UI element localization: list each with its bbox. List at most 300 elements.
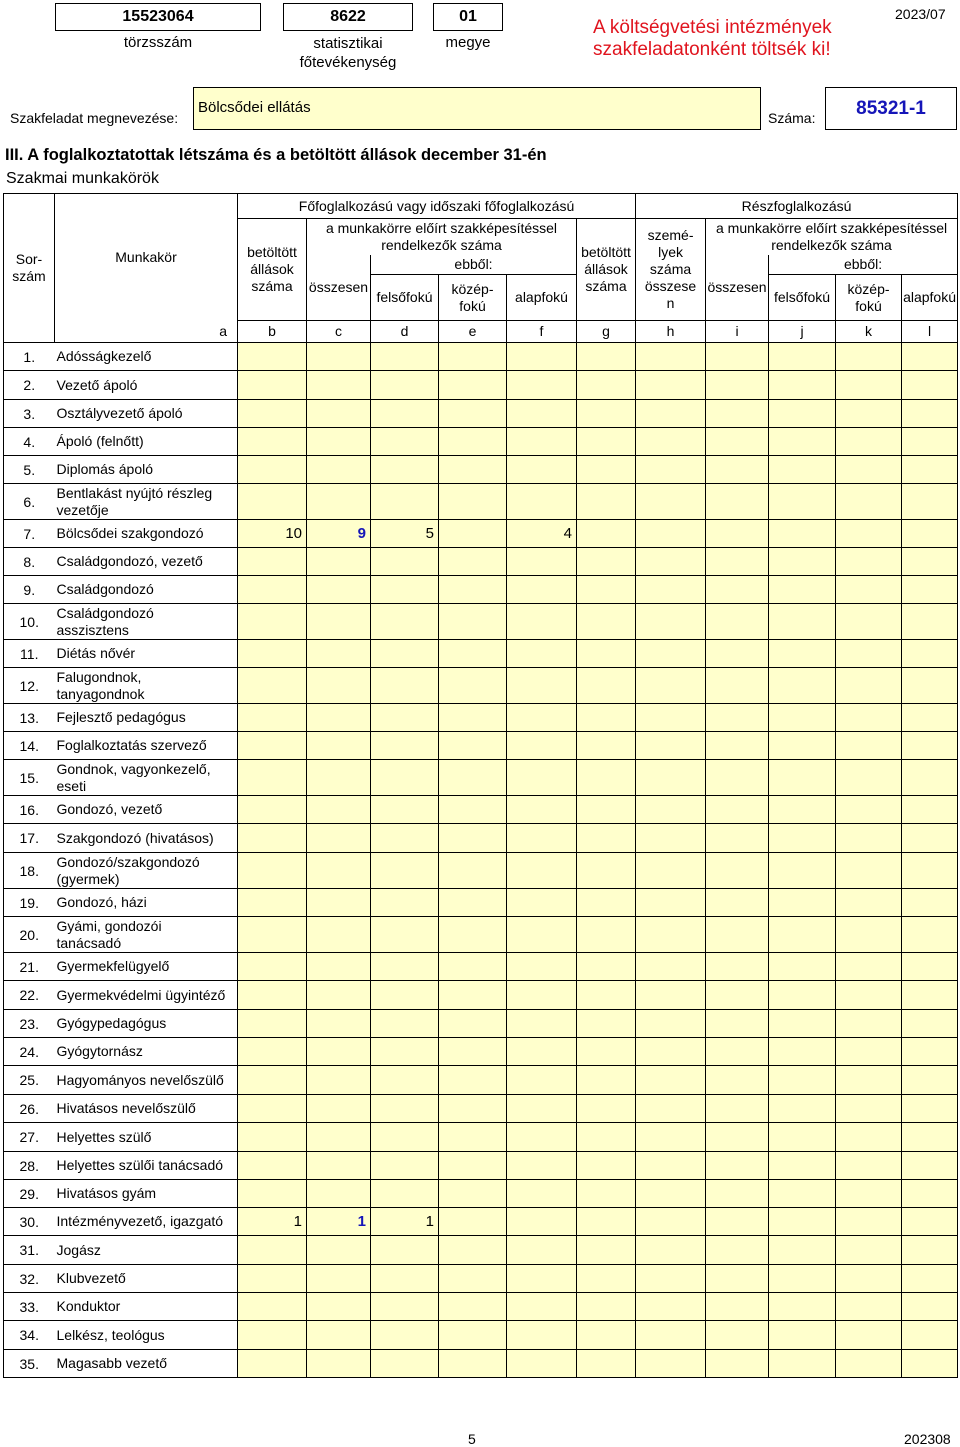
data-cell-l-extra[interactable]	[902, 981, 958, 1010]
data-cell-f[interactable]	[507, 668, 577, 704]
data-cell-j[interactable]	[769, 604, 836, 640]
data-cell-g[interactable]	[577, 1152, 636, 1180]
data-cell-b[interactable]	[238, 1293, 307, 1321]
data-cell-h[interactable]	[636, 704, 706, 732]
data-cell-k[interactable]	[836, 548, 902, 576]
data-cell-h[interactable]	[636, 456, 706, 484]
data-cell-f[interactable]	[507, 796, 577, 824]
data-cell-c[interactable]	[307, 853, 371, 889]
data-cell-d[interactable]	[371, 400, 439, 428]
data-cell-d[interactable]	[371, 484, 439, 520]
data-cell-c[interactable]	[307, 1066, 371, 1095]
data-cell-b[interactable]	[238, 343, 307, 371]
data-cell-k[interactable]	[836, 1293, 902, 1321]
data-cell-e[interactable]	[439, 917, 507, 953]
data-cell-h[interactable]	[636, 668, 706, 704]
data-cell-h[interactable]	[636, 953, 706, 981]
data-cell-d[interactable]	[371, 824, 439, 853]
data-cell-i[interactable]	[706, 400, 769, 428]
data-cell-f[interactable]	[507, 1180, 577, 1208]
data-cell-k[interactable]	[836, 1152, 902, 1180]
data-cell-g[interactable]	[577, 1095, 636, 1123]
data-cell-h[interactable]	[636, 1208, 706, 1236]
data-cell-b[interactable]	[238, 889, 307, 917]
data-cell-i[interactable]	[706, 576, 769, 604]
data-cell-j[interactable]	[769, 1293, 836, 1321]
data-cell-j[interactable]	[769, 400, 836, 428]
data-cell-e[interactable]	[439, 371, 507, 400]
data-cell-i[interactable]	[706, 953, 769, 981]
data-cell-c[interactable]	[307, 732, 371, 760]
data-cell-e[interactable]	[439, 1010, 507, 1038]
data-cell-d[interactable]	[371, 796, 439, 824]
data-cell-g[interactable]	[577, 668, 636, 704]
data-cell-f[interactable]	[507, 981, 577, 1010]
data-cell-b[interactable]	[238, 371, 307, 400]
data-cell-h[interactable]	[636, 1236, 706, 1265]
data-cell-e[interactable]	[439, 400, 507, 428]
data-cell-l-extra[interactable]	[902, 1038, 958, 1066]
data-cell-f[interactable]	[507, 853, 577, 889]
data-cell-j[interactable]	[769, 456, 836, 484]
data-cell-g[interactable]	[577, 853, 636, 889]
data-cell-h[interactable]	[636, 824, 706, 853]
data-cell-f[interactable]	[507, 1010, 577, 1038]
data-cell-l-extra[interactable]	[902, 732, 958, 760]
data-cell-d[interactable]	[371, 760, 439, 796]
data-cell-d[interactable]	[371, 1152, 439, 1180]
data-cell-h[interactable]	[636, 1321, 706, 1350]
data-cell-j[interactable]	[769, 732, 836, 760]
data-cell-k[interactable]	[836, 456, 902, 484]
data-cell-j[interactable]	[769, 1180, 836, 1208]
data-cell-k[interactable]	[836, 1066, 902, 1095]
data-cell-b[interactable]	[238, 1066, 307, 1095]
data-cell-c[interactable]	[307, 576, 371, 604]
data-cell-b[interactable]	[238, 640, 307, 668]
data-cell-c[interactable]	[307, 953, 371, 981]
data-cell-j[interactable]	[769, 640, 836, 668]
data-cell-i[interactable]	[706, 853, 769, 889]
data-cell-f[interactable]: 4	[507, 520, 577, 548]
data-cell-j[interactable]	[769, 1208, 836, 1236]
data-cell-b[interactable]	[238, 1095, 307, 1123]
data-cell-k[interactable]	[836, 428, 902, 456]
data-cell-k[interactable]	[836, 1321, 902, 1350]
data-cell-j[interactable]	[769, 796, 836, 824]
data-cell-c[interactable]	[307, 1010, 371, 1038]
data-cell-g[interactable]	[577, 796, 636, 824]
data-cell-b[interactable]	[238, 1123, 307, 1152]
data-cell-d[interactable]	[371, 1180, 439, 1208]
data-cell-l-extra[interactable]	[902, 1350, 958, 1378]
data-cell-f[interactable]	[507, 604, 577, 640]
data-cell-j[interactable]	[769, 1236, 836, 1265]
data-cell-j[interactable]	[769, 1038, 836, 1066]
data-cell-j[interactable]	[769, 1350, 836, 1378]
data-cell-h[interactable]	[636, 796, 706, 824]
data-cell-c[interactable]	[307, 1350, 371, 1378]
data-cell-h[interactable]	[636, 1095, 706, 1123]
data-cell-j[interactable]	[769, 981, 836, 1010]
data-cell-f[interactable]	[507, 1293, 577, 1321]
data-cell-k[interactable]	[836, 1350, 902, 1378]
data-cell-h[interactable]	[636, 1066, 706, 1095]
data-cell-l-extra[interactable]	[902, 1180, 958, 1208]
data-cell-c[interactable]	[307, 824, 371, 853]
data-cell-i[interactable]	[706, 1066, 769, 1095]
data-cell-l-extra[interactable]	[902, 548, 958, 576]
data-cell-c[interactable]	[307, 1095, 371, 1123]
data-cell-l-extra[interactable]	[902, 668, 958, 704]
data-cell-j[interactable]	[769, 343, 836, 371]
data-cell-f[interactable]	[507, 760, 577, 796]
data-cell-g[interactable]	[577, 953, 636, 981]
data-cell-c[interactable]	[307, 1152, 371, 1180]
data-cell-e[interactable]	[439, 1095, 507, 1123]
data-cell-k[interactable]	[836, 1265, 902, 1293]
data-cell-g[interactable]	[577, 1208, 636, 1236]
data-cell-b[interactable]	[238, 1350, 307, 1378]
data-cell-g[interactable]	[577, 343, 636, 371]
data-cell-e[interactable]	[439, 484, 507, 520]
data-cell-c[interactable]: 9	[307, 520, 371, 548]
data-cell-h[interactable]	[636, 428, 706, 456]
data-cell-c[interactable]	[307, 796, 371, 824]
data-cell-g[interactable]	[577, 1010, 636, 1038]
data-cell-d[interactable]	[371, 604, 439, 640]
data-cell-f[interactable]	[507, 1066, 577, 1095]
data-cell-e[interactable]	[439, 1321, 507, 1350]
data-cell-e[interactable]	[439, 548, 507, 576]
data-cell-h[interactable]	[636, 484, 706, 520]
data-cell-l-extra[interactable]	[902, 853, 958, 889]
data-cell-d[interactable]	[371, 456, 439, 484]
data-cell-e[interactable]	[439, 1350, 507, 1378]
data-cell-j[interactable]	[769, 760, 836, 796]
data-cell-b[interactable]	[238, 668, 307, 704]
data-cell-b[interactable]	[238, 1265, 307, 1293]
data-cell-l-extra[interactable]	[902, 640, 958, 668]
data-cell-b[interactable]	[238, 917, 307, 953]
data-cell-i[interactable]	[706, 1180, 769, 1208]
data-cell-e[interactable]	[439, 1038, 507, 1066]
data-cell-j[interactable]	[769, 824, 836, 853]
data-cell-e[interactable]	[439, 760, 507, 796]
data-cell-c[interactable]	[307, 428, 371, 456]
data-cell-f[interactable]	[507, 1208, 577, 1236]
data-cell-d[interactable]	[371, 1350, 439, 1378]
data-cell-d[interactable]	[371, 371, 439, 400]
data-cell-g[interactable]	[577, 1180, 636, 1208]
data-cell-g[interactable]	[577, 1066, 636, 1095]
data-cell-d[interactable]: 1	[371, 1208, 439, 1236]
data-cell-f[interactable]	[507, 824, 577, 853]
data-cell-l-extra[interactable]	[902, 953, 958, 981]
data-cell-d[interactable]	[371, 1095, 439, 1123]
data-cell-b[interactable]	[238, 796, 307, 824]
data-cell-b[interactable]	[238, 1236, 307, 1265]
data-cell-f[interactable]	[507, 640, 577, 668]
data-cell-l-extra[interactable]	[902, 520, 958, 548]
data-cell-c[interactable]	[307, 1180, 371, 1208]
data-cell-d[interactable]	[371, 1010, 439, 1038]
data-cell-i[interactable]	[706, 1265, 769, 1293]
data-cell-i[interactable]	[706, 343, 769, 371]
data-cell-d[interactable]	[371, 640, 439, 668]
data-cell-k[interactable]	[836, 732, 902, 760]
data-cell-h[interactable]	[636, 520, 706, 548]
data-cell-l-extra[interactable]	[902, 1010, 958, 1038]
data-cell-k[interactable]	[836, 824, 902, 853]
data-cell-l-extra[interactable]	[902, 371, 958, 400]
data-cell-i[interactable]	[706, 1236, 769, 1265]
data-cell-e[interactable]	[439, 889, 507, 917]
data-cell-d[interactable]	[371, 1236, 439, 1265]
data-cell-e[interactable]	[439, 428, 507, 456]
data-cell-i[interactable]	[706, 732, 769, 760]
data-cell-f[interactable]	[507, 704, 577, 732]
data-cell-f[interactable]	[507, 1095, 577, 1123]
data-cell-k[interactable]	[836, 1180, 902, 1208]
data-cell-e[interactable]	[439, 732, 507, 760]
data-cell-j[interactable]	[769, 576, 836, 604]
data-cell-f[interactable]	[507, 917, 577, 953]
data-cell-c[interactable]	[307, 640, 371, 668]
data-cell-e[interactable]	[439, 1180, 507, 1208]
data-cell-k[interactable]	[836, 371, 902, 400]
data-cell-k[interactable]	[836, 760, 902, 796]
data-cell-f[interactable]	[507, 428, 577, 456]
data-cell-i[interactable]	[706, 1152, 769, 1180]
data-cell-i[interactable]	[706, 1123, 769, 1152]
data-cell-c[interactable]	[307, 371, 371, 400]
data-cell-e[interactable]	[439, 668, 507, 704]
data-cell-j[interactable]	[769, 953, 836, 981]
data-cell-l-extra[interactable]	[902, 704, 958, 732]
data-cell-k[interactable]	[836, 953, 902, 981]
data-cell-b[interactable]	[238, 732, 307, 760]
data-cell-e[interactable]	[439, 1208, 507, 1236]
data-cell-i[interactable]	[706, 1038, 769, 1066]
data-cell-l-extra[interactable]	[902, 796, 958, 824]
data-cell-f[interactable]	[507, 1265, 577, 1293]
data-cell-l-extra[interactable]	[902, 1095, 958, 1123]
data-cell-g[interactable]	[577, 640, 636, 668]
data-cell-l-extra[interactable]	[902, 343, 958, 371]
data-cell-c[interactable]	[307, 456, 371, 484]
data-cell-d[interactable]	[371, 1265, 439, 1293]
data-cell-c[interactable]	[307, 400, 371, 428]
data-cell-f[interactable]	[507, 732, 577, 760]
data-cell-i[interactable]	[706, 1208, 769, 1236]
data-cell-i[interactable]	[706, 1350, 769, 1378]
data-cell-d[interactable]	[371, 1321, 439, 1350]
data-cell-j[interactable]	[769, 889, 836, 917]
data-cell-l-extra[interactable]	[902, 1293, 958, 1321]
data-cell-j[interactable]	[769, 853, 836, 889]
data-cell-f[interactable]	[507, 1152, 577, 1180]
data-cell-h[interactable]	[636, 1180, 706, 1208]
data-cell-g[interactable]	[577, 604, 636, 640]
data-cell-g[interactable]	[577, 456, 636, 484]
data-cell-b[interactable]	[238, 760, 307, 796]
data-cell-l-extra[interactable]	[902, 824, 958, 853]
data-cell-d[interactable]	[371, 1038, 439, 1066]
data-cell-e[interactable]	[439, 853, 507, 889]
data-cell-h[interactable]	[636, 343, 706, 371]
data-cell-d[interactable]: 5	[371, 520, 439, 548]
data-cell-h[interactable]	[636, 1038, 706, 1066]
data-cell-h[interactable]	[636, 853, 706, 889]
data-cell-g[interactable]	[577, 1293, 636, 1321]
data-cell-e[interactable]	[439, 1265, 507, 1293]
data-cell-k[interactable]	[836, 704, 902, 732]
data-cell-i[interactable]	[706, 668, 769, 704]
data-cell-f[interactable]	[507, 1321, 577, 1350]
data-cell-k[interactable]	[836, 604, 902, 640]
data-cell-j[interactable]	[769, 1152, 836, 1180]
data-cell-l-extra[interactable]	[902, 400, 958, 428]
data-cell-k[interactable]	[836, 640, 902, 668]
data-cell-b[interactable]	[238, 1010, 307, 1038]
data-cell-e[interactable]	[439, 604, 507, 640]
data-cell-e[interactable]	[439, 1066, 507, 1095]
data-cell-k[interactable]	[836, 1038, 902, 1066]
data-cell-j[interactable]	[769, 1095, 836, 1123]
data-cell-h[interactable]	[636, 917, 706, 953]
data-cell-f[interactable]	[507, 1123, 577, 1152]
data-cell-k[interactable]	[836, 917, 902, 953]
data-cell-i[interactable]	[706, 1010, 769, 1038]
data-cell-h[interactable]	[636, 576, 706, 604]
data-cell-g[interactable]	[577, 428, 636, 456]
data-cell-d[interactable]	[371, 576, 439, 604]
data-cell-i[interactable]	[706, 604, 769, 640]
data-cell-e[interactable]	[439, 1293, 507, 1321]
data-cell-l-extra[interactable]	[902, 1123, 958, 1152]
data-cell-i[interactable]	[706, 1293, 769, 1321]
data-cell-h[interactable]	[636, 1010, 706, 1038]
data-cell-c[interactable]	[307, 1293, 371, 1321]
data-cell-f[interactable]	[507, 576, 577, 604]
data-cell-j[interactable]	[769, 428, 836, 456]
data-cell-c[interactable]	[307, 1265, 371, 1293]
data-cell-e[interactable]	[439, 796, 507, 824]
data-cell-i[interactable]	[706, 456, 769, 484]
data-cell-b[interactable]	[238, 1180, 307, 1208]
data-cell-i[interactable]	[706, 520, 769, 548]
data-cell-h[interactable]	[636, 371, 706, 400]
data-cell-b[interactable]	[238, 981, 307, 1010]
data-cell-c[interactable]: 1	[307, 1208, 371, 1236]
data-cell-k[interactable]	[836, 1095, 902, 1123]
data-cell-d[interactable]	[371, 428, 439, 456]
data-cell-b[interactable]	[238, 1038, 307, 1066]
data-cell-j[interactable]	[769, 668, 836, 704]
data-cell-b[interactable]	[238, 824, 307, 853]
data-cell-h[interactable]	[636, 1123, 706, 1152]
data-cell-g[interactable]	[577, 1265, 636, 1293]
data-cell-b[interactable]	[238, 400, 307, 428]
data-cell-j[interactable]	[769, 704, 836, 732]
data-cell-e[interactable]	[439, 1236, 507, 1265]
data-cell-k[interactable]	[836, 576, 902, 604]
data-cell-d[interactable]	[371, 732, 439, 760]
data-cell-b[interactable]	[238, 1152, 307, 1180]
data-cell-l-extra[interactable]	[902, 428, 958, 456]
data-cell-b[interactable]	[238, 704, 307, 732]
data-cell-h[interactable]	[636, 604, 706, 640]
data-cell-c[interactable]	[307, 343, 371, 371]
data-cell-f[interactable]	[507, 1038, 577, 1066]
data-cell-c[interactable]	[307, 1321, 371, 1350]
data-cell-d[interactable]	[371, 889, 439, 917]
data-cell-f[interactable]	[507, 548, 577, 576]
data-cell-j[interactable]	[769, 371, 836, 400]
data-cell-d[interactable]	[371, 704, 439, 732]
data-cell-l-extra[interactable]	[902, 1066, 958, 1095]
data-cell-g[interactable]	[577, 1123, 636, 1152]
data-cell-i[interactable]	[706, 704, 769, 732]
data-cell-l-extra[interactable]	[902, 917, 958, 953]
data-cell-i[interactable]	[706, 428, 769, 456]
data-cell-k[interactable]	[836, 1236, 902, 1265]
data-cell-e[interactable]	[439, 576, 507, 604]
data-cell-i[interactable]	[706, 760, 769, 796]
data-cell-l-extra[interactable]	[902, 576, 958, 604]
data-cell-l-extra[interactable]	[902, 1208, 958, 1236]
data-cell-i[interactable]	[706, 371, 769, 400]
data-cell-g[interactable]	[577, 1038, 636, 1066]
data-cell-k[interactable]	[836, 343, 902, 371]
data-cell-i[interactable]	[706, 548, 769, 576]
data-cell-b[interactable]	[238, 548, 307, 576]
data-cell-j[interactable]	[769, 1265, 836, 1293]
data-cell-k[interactable]	[836, 400, 902, 428]
data-cell-g[interactable]	[577, 400, 636, 428]
data-cell-h[interactable]	[636, 1350, 706, 1378]
data-cell-k[interactable]	[836, 520, 902, 548]
data-cell-l-extra[interactable]	[902, 484, 958, 520]
data-cell-h[interactable]	[636, 760, 706, 796]
data-cell-f[interactable]	[507, 1350, 577, 1378]
data-cell-c[interactable]	[307, 917, 371, 953]
data-cell-b[interactable]	[238, 484, 307, 520]
data-cell-j[interactable]	[769, 520, 836, 548]
data-cell-g[interactable]	[577, 1236, 636, 1265]
data-cell-b[interactable]: 1	[238, 1208, 307, 1236]
data-cell-h[interactable]	[636, 889, 706, 917]
data-cell-d[interactable]	[371, 343, 439, 371]
data-cell-k[interactable]	[836, 668, 902, 704]
data-cell-j[interactable]	[769, 548, 836, 576]
data-cell-e[interactable]	[439, 1123, 507, 1152]
data-cell-j[interactable]	[769, 484, 836, 520]
data-cell-g[interactable]	[577, 704, 636, 732]
data-cell-k[interactable]	[836, 981, 902, 1010]
data-cell-f[interactable]	[507, 456, 577, 484]
data-cell-i[interactable]	[706, 1095, 769, 1123]
data-cell-d[interactable]	[371, 1066, 439, 1095]
data-cell-f[interactable]	[507, 1236, 577, 1265]
data-cell-c[interactable]	[307, 668, 371, 704]
data-cell-d[interactable]	[371, 668, 439, 704]
data-cell-g[interactable]	[577, 889, 636, 917]
data-cell-g[interactable]	[577, 548, 636, 576]
data-cell-i[interactable]	[706, 484, 769, 520]
data-cell-e[interactable]	[439, 981, 507, 1010]
